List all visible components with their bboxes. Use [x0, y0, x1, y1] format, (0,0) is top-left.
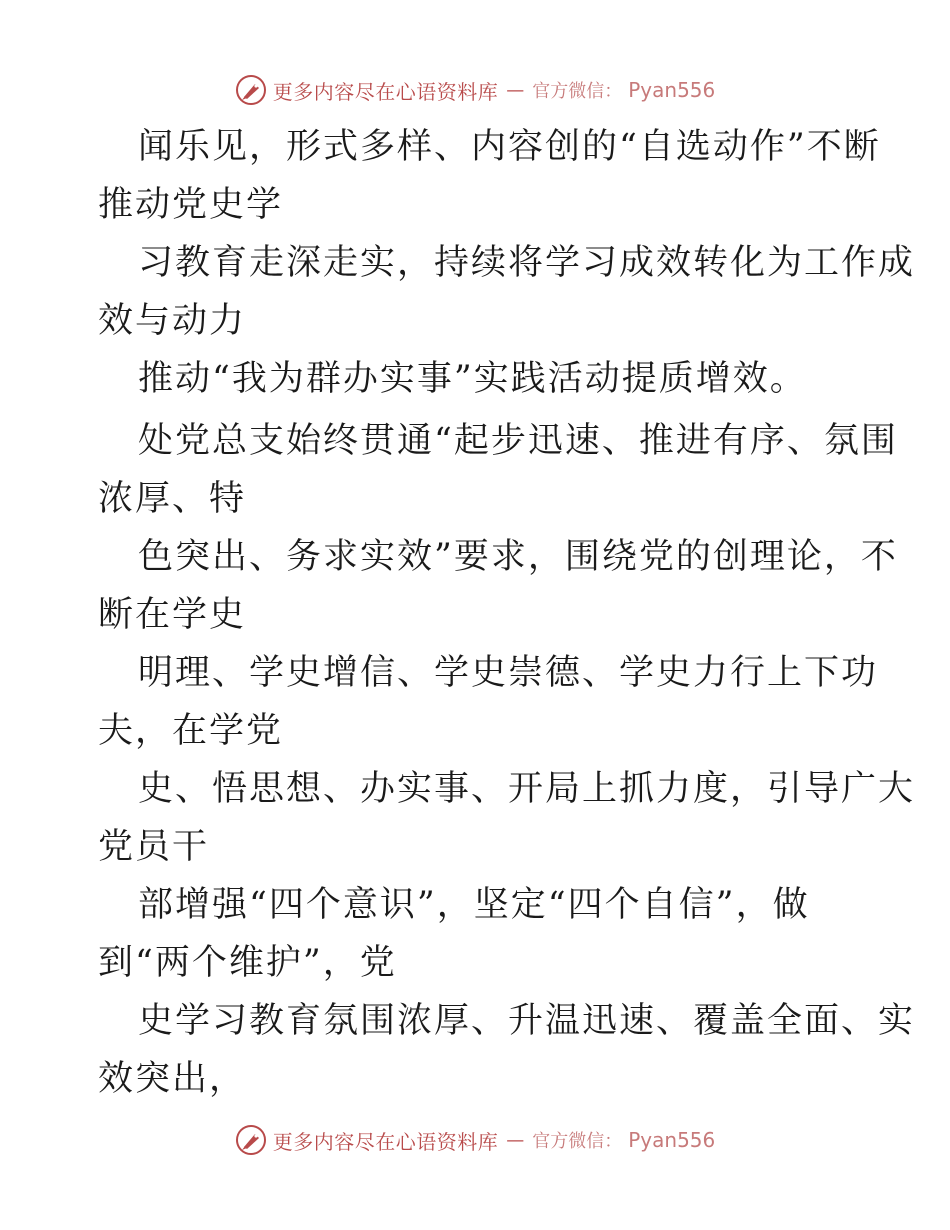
body-line: 到“两个维护”，党 — [98, 943, 397, 983]
body-line: 夫，在学党 — [98, 711, 284, 751]
body-line: 效与动力 — [98, 301, 247, 341]
banner-dash: — — [506, 1129, 525, 1151]
body-line: 史学习教育氛围浓厚、升温迅速、覆盖全面、实 — [138, 1001, 916, 1041]
banner-wechat-id: Pyan556 — [628, 1128, 716, 1152]
body-line: 浓厚、特 — [98, 479, 247, 519]
body-line: 闻乐见，形式多样、内容创的“自选动作”不断 — [138, 127, 881, 167]
banner-official-label: 官方微信： — [532, 1131, 623, 1152]
banner-wechat-id: Pyan556 — [628, 78, 716, 102]
body-line: 党员干 — [98, 827, 210, 867]
footer-watermark-banner — [0, 1122, 950, 1158]
body-line: 明理、学史增信、学史崇德、学史力行上下功 — [138, 653, 879, 693]
body-line: 史、悟思想、办实事、开局上抓力度，引导广大 — [138, 769, 916, 809]
body-line: 推动党史学 — [98, 185, 284, 225]
body-line: 部增强“四个意识”，坚定“四个自信”，做 — [138, 885, 810, 925]
banner-main-text: 更多内容尽在心语资料库 — [272, 79, 499, 104]
banner-main-text: 更多内容尽在心语资料库 — [272, 1129, 499, 1154]
banner-official-label: 官方微信： — [532, 81, 623, 102]
body-line: 断在学史 — [98, 595, 247, 635]
body-line: 效突出， — [98, 1059, 247, 1099]
body-line: 推动“我为群办实事”实践活动提质增效。 — [138, 359, 807, 399]
body-line: 色突出、务求实效”要求，围绕党的创理论，不 — [138, 537, 898, 577]
pen-nib-logo-icon — [235, 1124, 267, 1156]
body-line: 习教育走深走实，持续将学习成效转化为工作成 — [138, 243, 916, 283]
banner-dash: — — [506, 79, 525, 101]
body-line: 处党总支始终贯通“起步迅速、推进有序、氛围 — [138, 421, 898, 461]
header-watermark-banner — [0, 72, 950, 108]
pen-nib-logo-icon — [235, 74, 267, 106]
